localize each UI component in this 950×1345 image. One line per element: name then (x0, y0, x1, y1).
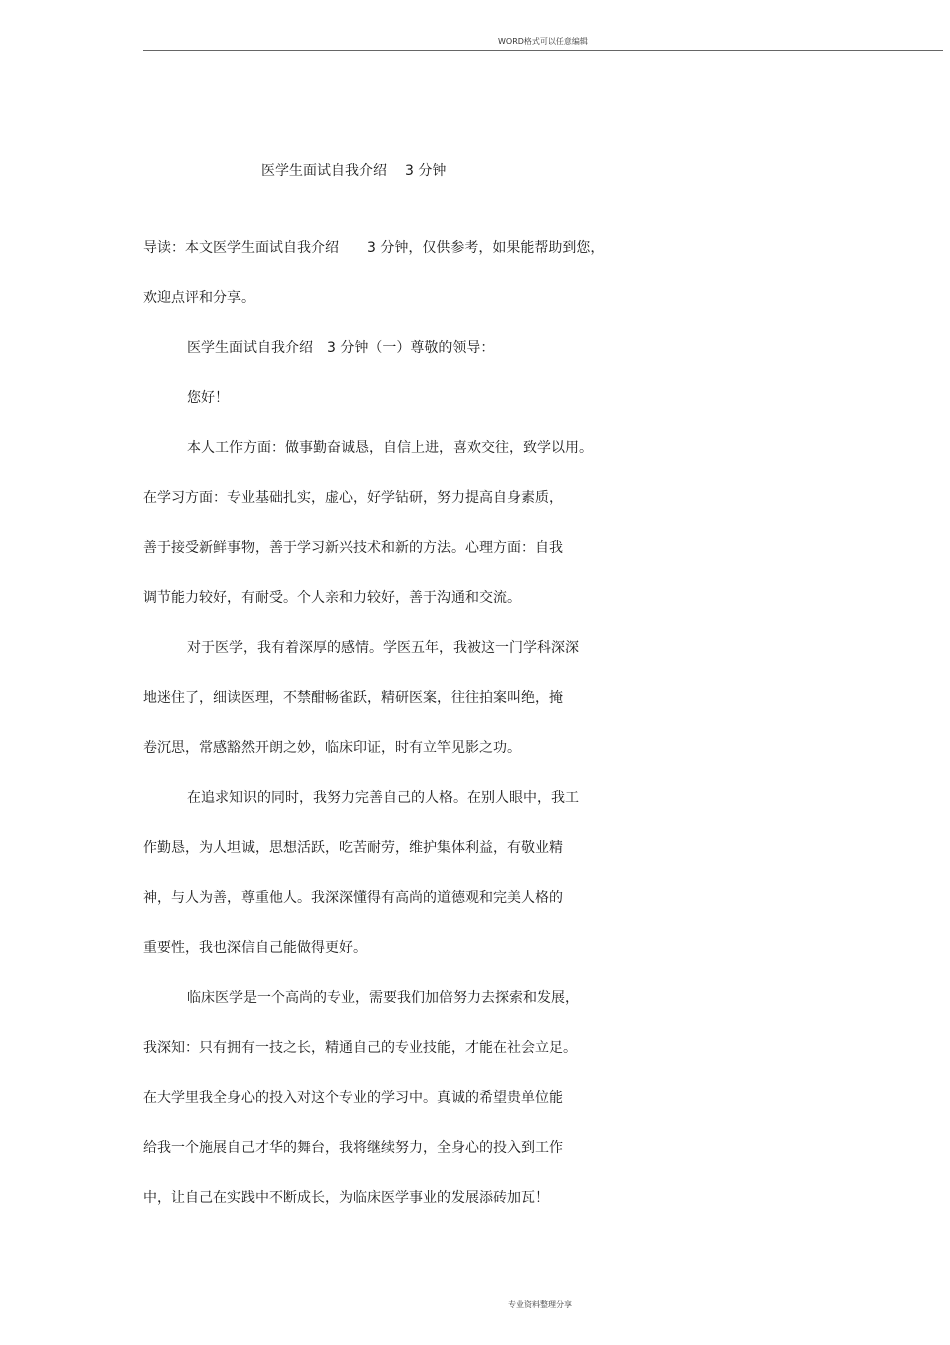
paragraph-line: 在学习方面：专业基础扎实，虚心，好学钻研，努力提高自身素质， (143, 490, 563, 506)
paragraph-line: 神，与人为善，尊重他人。我深深懂得有高尚的道德观和完美人格的 (143, 890, 563, 906)
header-divider (143, 50, 943, 51)
paragraph-line: 在大学里我全身心的投入对这个专业的学习中。真诚的希望贵单位能 (143, 1090, 563, 1106)
document-title (261, 160, 446, 180)
title-suffix: 3 分钟 (405, 163, 447, 179)
section-heading: 医学生面试自我介绍 3 分钟（一）尊敬的领导： (187, 340, 495, 356)
intro-line-1: 导读：本文医学生面试自我介绍 3 分钟，仅供参考，如果能帮助到您， (143, 240, 605, 256)
paragraph-line: 本人工作方面：做事勤奋诚恳，自信上进，喜欢交往，致学以用。 (187, 440, 593, 456)
paragraph-line: 善于接受新鲜事物，善于学习新兴技术和新的方法。心理方面：自我 (143, 540, 563, 556)
page-footer-text: 专业资料整理分享 (508, 1300, 572, 1309)
paragraph-line: 给我一个施展自己才华的舞台，我将继续努力，全身心的投入到工作 (143, 1140, 563, 1156)
paragraph-line: 对于医学，我有着深厚的感情。学医五年，我被这一门学科深深 (187, 640, 579, 656)
paragraph-line: 地迷住了，细读医理，不禁酣畅雀跃，精研医案，往往拍案叫绝，掩 (143, 690, 563, 706)
paragraph-line: 临床医学是一个高尚的专业，需要我们加倍努力去探索和发展， (187, 990, 579, 1006)
page-header-text: WORD格式可以任意编辑 (498, 37, 588, 46)
paragraph-line: 作勤恳，为人坦诚，思想活跃，吃苦耐劳，维护集体利益，有敬业精 (143, 840, 563, 856)
intro-line-2: 欢迎点评和分享。 (143, 290, 255, 306)
paragraph-line: 我深知：只有拥有一技之长，精通自己的专业技能，才能在社会立足。 (143, 1040, 577, 1056)
paragraph-line: 调节能力较好，有耐受。个人亲和力较好，善于沟通和交流。 (143, 590, 521, 606)
paragraph-line: 在追求知识的同时，我努力完善自己的人格。在别人眼中，我工 (187, 790, 579, 806)
title-main: 医学生面试自我介绍 (261, 163, 387, 179)
paragraph-line: 卷沉思，常感豁然开朗之妙，临床印证，时有立竿见影之功。 (143, 740, 521, 756)
paragraph-line: 重要性，我也深信自己能做得更好。 (143, 940, 367, 956)
paragraph-line: 中，让自己在实践中不断成长，为临床医学事业的发展添砖加瓦！ (143, 1190, 549, 1206)
greeting: 您好！ (187, 390, 229, 406)
